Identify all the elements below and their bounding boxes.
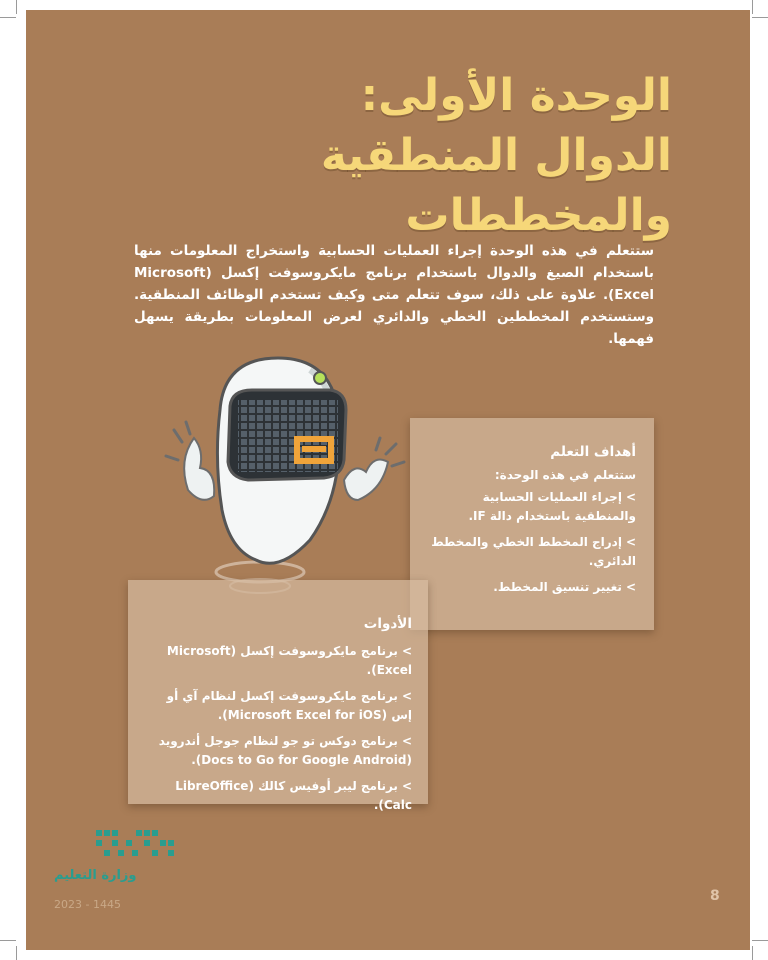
list-item-text: تغيير تنسيق المخطط. — [493, 580, 622, 594]
list-item — [428, 578, 636, 597]
learning-goals-box — [410, 418, 654, 630]
bullet-arrow-icon: > — [401, 734, 412, 748]
learning-goals-subheading: ستتعلم في هذه الوحدة: — [494, 468, 636, 482]
bullet-arrow-icon: > — [625, 580, 636, 594]
crop-mark — [16, 946, 17, 960]
intro-paragraph: ستتعلم في هذه الوحدة إجراء العمليات الحسابية واستخراج المعلومات منها باستخدام الصيغ والدوال باستخدام برنامج مايكروسوفت إكسل (Microsoft Excel). علاوة على ذلك، سوف تتعلم متى وكيف تستخدم الوظائف المنطقية. وستستخدم المخططين الخطي والدائري لعرض المعلومات بطريقة يسهل فهمها. — [134, 243, 654, 347]
crop-mark — [752, 946, 753, 960]
crop-mark — [16, 0, 17, 14]
list-item-text: برنامج مايكروسوفت إكسل لنظام آي أو إس (Microsoft Excel for iOS). — [166, 689, 412, 722]
robot-illustration — [160, 350, 410, 610]
unit-title-line1: الوحدة الأولى: — [360, 70, 672, 121]
list-item — [144, 642, 412, 680]
list-item — [144, 732, 412, 770]
tools-list — [144, 642, 412, 815]
list-item — [428, 533, 636, 571]
bullet-arrow-icon: > — [625, 535, 636, 549]
list-item-text: إجراء العمليات الحسابية والمنطقية باستخدام دالة IF. — [468, 490, 636, 523]
list-item-text: برنامج ليبر أوفيس كالك (LibreOffice Calc). — [175, 779, 412, 812]
list-item-text: إدراج المخطط الخطي والمخطط الدائري. — [431, 535, 636, 568]
learning-goals-heading: أهداف التعلم — [550, 444, 636, 460]
ministry-year: 2023 - 1445 — [54, 898, 121, 911]
robot-left-hand-icon — [166, 422, 214, 500]
list-item-text: برنامج مايكروسوفت إكسل (Microsoft Excel). — [166, 644, 412, 677]
page-number: 8 — [710, 888, 720, 904]
crop-mark — [752, 17, 768, 18]
crop-mark — [0, 940, 16, 941]
crop-mark — [0, 17, 16, 18]
bullet-arrow-icon: > — [401, 689, 412, 703]
ministry-name: وزارة التعليم — [54, 868, 137, 883]
list-item-text: برنامج دوكس تو جو لنظام جوجل أندرويد (Docs to Go for Google Android). — [158, 734, 412, 767]
list-item — [428, 488, 636, 526]
list-item — [144, 687, 412, 725]
bullet-arrow-icon: > — [401, 644, 412, 658]
bullet-arrow-icon: > — [625, 490, 636, 504]
unit-title-line2: الدوال المنطقية والمخططات — [320, 130, 672, 241]
robot-right-hand-icon — [344, 438, 404, 500]
tools-heading: الأدوات — [363, 616, 412, 632]
learning-goals-list — [428, 488, 636, 597]
crop-mark — [752, 0, 753, 14]
list-item — [144, 777, 412, 815]
crop-mark — [752, 940, 768, 941]
tools-box — [128, 580, 428, 812]
bullet-arrow-icon: > — [401, 779, 412, 793]
